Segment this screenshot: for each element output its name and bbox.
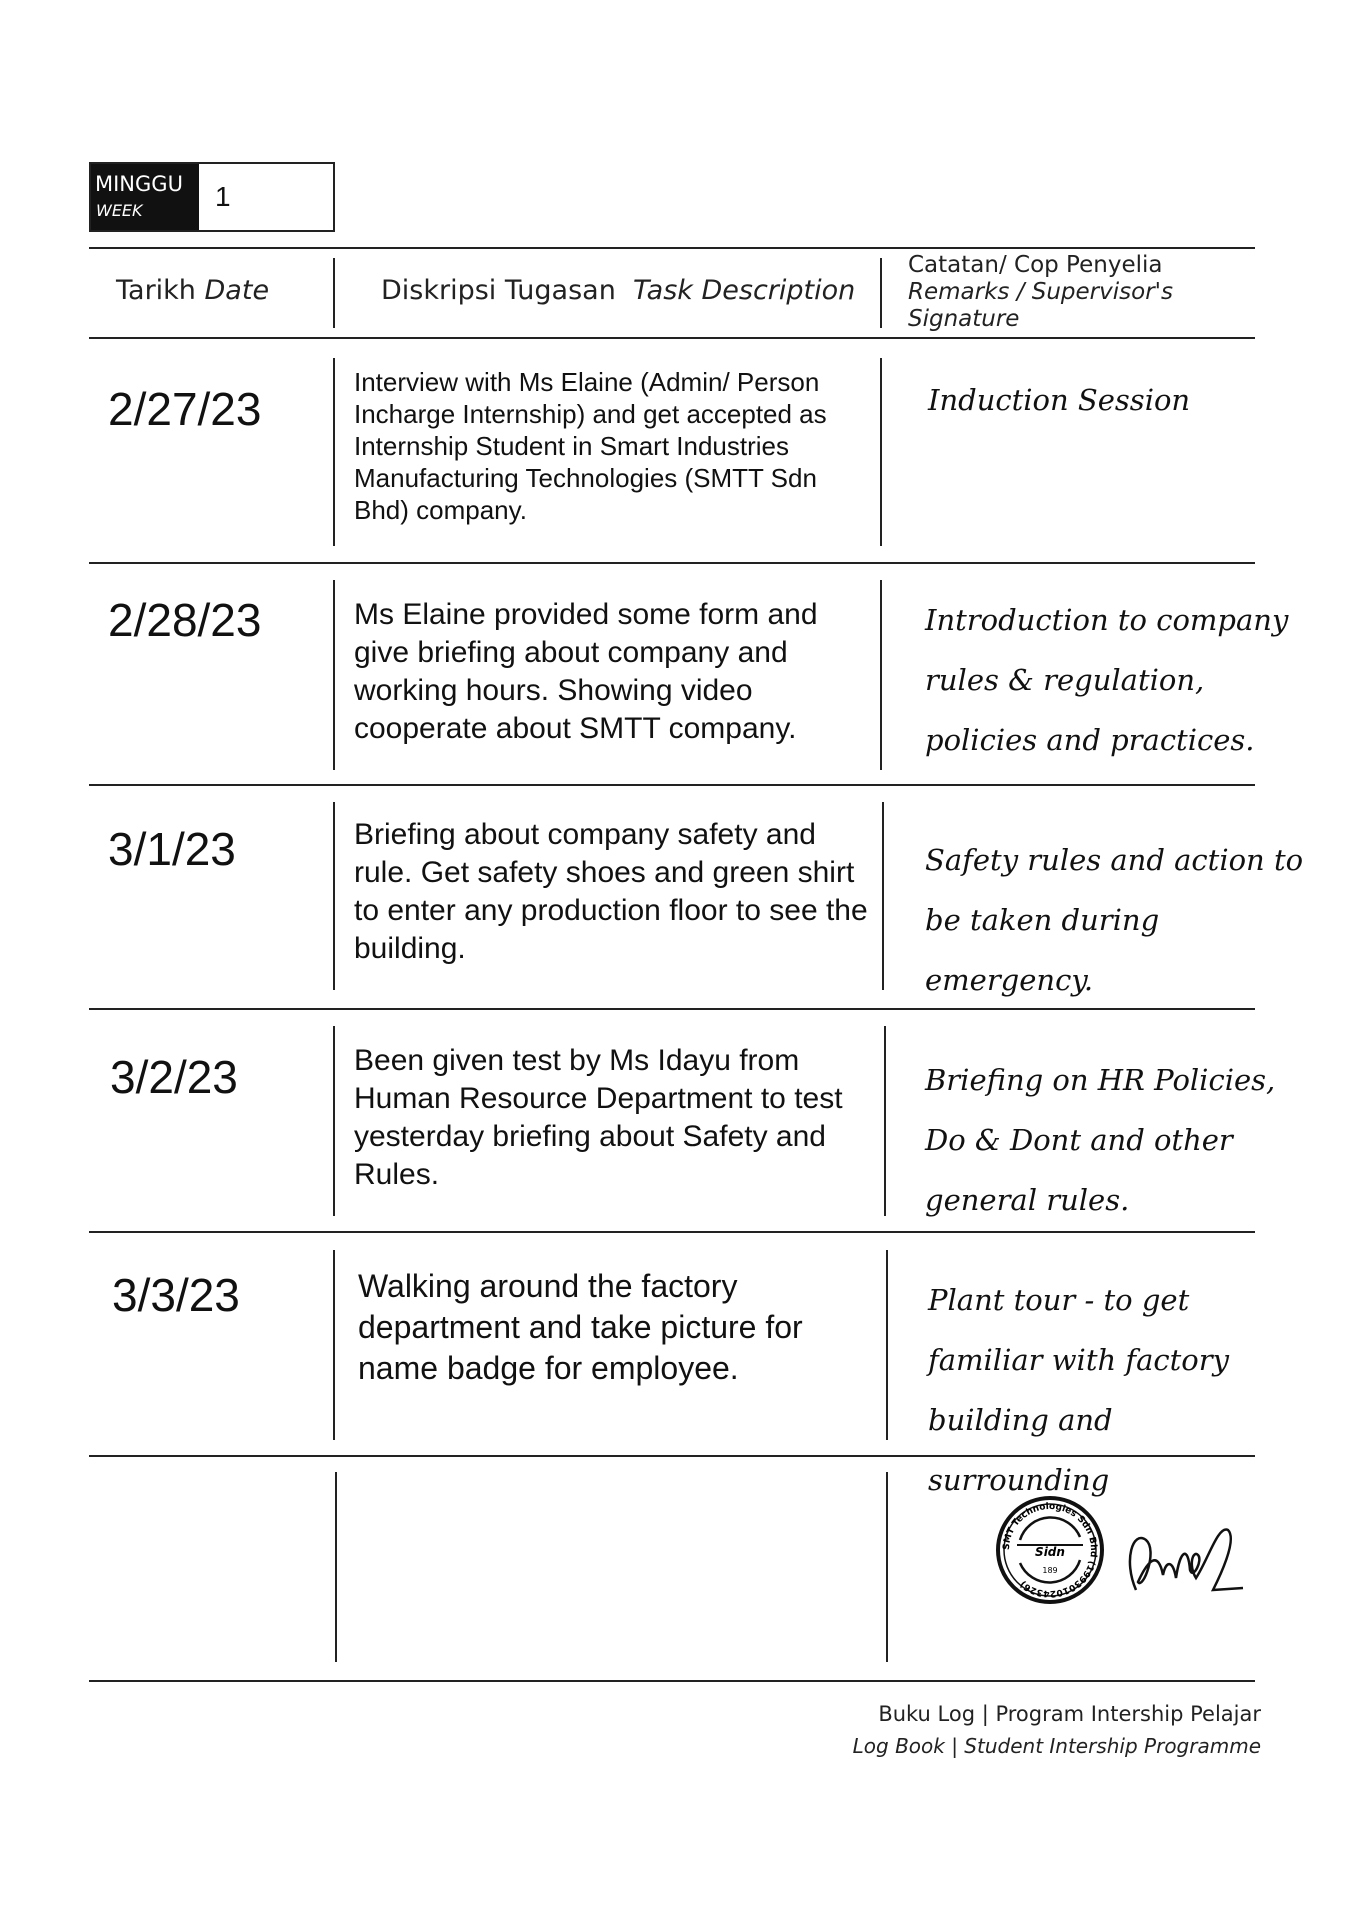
footer-rule (89, 1680, 1255, 1682)
header-divider (880, 258, 882, 328)
stamp-center: Sidn (1035, 1545, 1065, 1559)
row-date: 2/28/23 (108, 594, 262, 646)
row-divider (880, 580, 882, 770)
week-label-ms: MINGGU (95, 172, 183, 196)
row-remark: Safety rules and action to be taken during emergency. (925, 843, 1304, 997)
row-divider (882, 802, 884, 990)
row-divider (884, 1026, 886, 1216)
task-header-en: Task Description (632, 275, 856, 306)
row-remark: Induction Session (928, 383, 1191, 417)
row-rule (89, 562, 1255, 564)
row-remark: Plant tour - to get familiar with factory building and surrounding (928, 1283, 1229, 1497)
row-date: 3/3/23 (112, 1269, 240, 1321)
company-stamp (995, 1495, 1105, 1605)
row-task: Interview with Ms Elaine (Admin/ Person Incharge Internship) and get accepted as Internship Student in Smart Industries Manufacturing Technologies (SMTT Sdn Bhd) company. (354, 367, 827, 525)
task-column-header (381, 275, 855, 306)
remarks-column-header (908, 252, 1173, 333)
row-remark: Introduction to company rules & regulation, policies and practices. (925, 603, 1289, 757)
row-date: 2/27/23 (108, 383, 262, 435)
week-label (91, 164, 199, 230)
row-divider (333, 358, 335, 546)
supervisor-signature (1118, 1520, 1248, 1600)
week-label-en: WEEK (96, 201, 143, 220)
row-task: Ms Elaine provided some form and give briefing about company and working hours. Showing video cooperate about SMTT company. (354, 598, 818, 745)
row-date: 3/1/23 (108, 823, 236, 875)
row-divider (335, 1472, 337, 1662)
row-task: Walking around the factory department and take picture for name badge for employee. (358, 1268, 803, 1386)
row-divider (880, 358, 882, 546)
row-divider (333, 1026, 335, 1216)
remarks-header-en-2: Signature (908, 306, 1020, 332)
stamp-text: SMT Technologies Sdn Bhd (199301024326) (1001, 1501, 1099, 1599)
row-rule (89, 1455, 1255, 1457)
stamp-number: 189 (1042, 1566, 1058, 1575)
row-remark: Briefing on HR Policies, Do & Dont and other general rules. (925, 1063, 1276, 1217)
row-rule (89, 1008, 1255, 1010)
row-divider (333, 1250, 335, 1440)
header-divider (333, 258, 335, 328)
footer-title-en: Log Book | Student Intership Programme (852, 1734, 1261, 1758)
date-header-ms: Tarikh (116, 275, 196, 306)
week-number: 1 (215, 181, 231, 212)
row-divider (333, 580, 335, 770)
header-bottom-rule (89, 337, 1255, 339)
task-header-ms: Diskripsi Tugasan (381, 275, 616, 306)
row-divider (333, 802, 335, 990)
row-rule (89, 1231, 1255, 1233)
week-box (89, 162, 335, 232)
date-column-header (116, 275, 269, 306)
row-divider (886, 1250, 888, 1440)
row-rule (89, 784, 1255, 786)
remarks-header-ms: Catatan/ Cop Penyelia (908, 252, 1163, 278)
row-task: Briefing about company safety and rule. Get safety shoes and green shirt to enter any production floor to see the building. (354, 818, 868, 965)
footer-title-ms: Buku Log | Program Intership Pelajar (878, 1702, 1261, 1726)
header-top-rule (89, 247, 1255, 249)
row-date: 3/2/23 (110, 1051, 238, 1103)
row-divider (886, 1472, 888, 1662)
remarks-header-en-1: Remarks / Supervisor's (908, 279, 1173, 305)
date-header-en: Date (204, 275, 270, 306)
row-task: Been given test by Ms Idayu from Human Resource Department to test yesterday briefing about Safety and Rules. (354, 1044, 843, 1191)
